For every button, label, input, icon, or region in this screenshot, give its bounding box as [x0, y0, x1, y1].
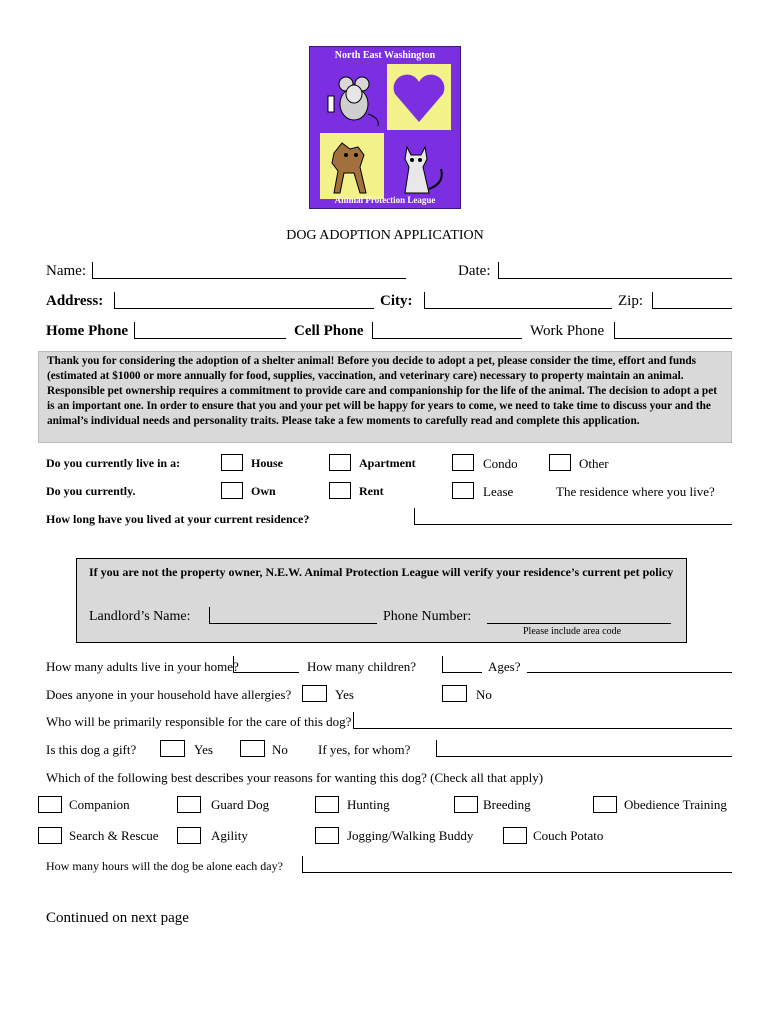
hunting-checkbox[interactable]: [315, 796, 339, 813]
guard-dog-label: Guard Dog: [211, 797, 270, 812]
logo-top-text: North East Washington: [334, 50, 436, 61]
adults-label: How many adults live in your home?: [46, 659, 239, 674]
live-in-label: Do you currently live in a:: [46, 456, 181, 470]
landlord-phone-field[interactable]: [487, 623, 671, 624]
apartment-checkbox[interactable]: [329, 454, 351, 471]
breeding-label: Breeding: [483, 797, 531, 812]
couch-potato-checkbox[interactable]: [503, 827, 527, 844]
zip-field[interactable]: [652, 292, 732, 309]
landlord-name-field[interactable]: [209, 607, 377, 624]
alone-hours-field[interactable]: [302, 856, 732, 873]
landlord-phone-hint: Please include area code: [523, 626, 622, 637]
condo-label: Condo: [483, 456, 518, 471]
date-field[interactable]: [498, 262, 732, 279]
obedience-training-label: Obedience Training: [624, 797, 727, 812]
cat-quadrant: [387, 133, 451, 199]
ages-label: Ages?: [488, 659, 521, 674]
cell-phone-field[interactable]: [372, 322, 522, 339]
gift-yes-label: Yes: [194, 742, 213, 757]
gift-yes-checkbox[interactable]: [160, 740, 185, 757]
city-field[interactable]: [424, 292, 612, 309]
cell-phone-label: Cell Phone: [294, 323, 364, 339]
obedience-training-checkbox[interactable]: [593, 796, 617, 813]
landlord-section: [76, 558, 687, 643]
mouse-icon: [320, 64, 384, 130]
mouse-quadrant: [320, 64, 384, 130]
ages-field[interactable]: [527, 672, 732, 673]
children-field[interactable]: [442, 656, 482, 673]
name-label: Name:: [46, 263, 86, 279]
landlord-notice: If you are not the property owner, N.E.W. Animal Protection League will verify your residence’s current pet policy: [89, 565, 674, 579]
address-label: Address:: [46, 293, 104, 309]
league-logo: [309, 46, 461, 209]
heart-quadrant: [387, 64, 451, 130]
jogging-buddy-label: Jogging/Walking Buddy: [347, 828, 474, 843]
breeding-checkbox[interactable]: [454, 796, 478, 813]
children-label: How many children?: [307, 659, 417, 674]
gift-label: Is this dog a gift?: [46, 742, 137, 757]
allergies-label: Does anyone in your household have allergies?: [46, 687, 292, 702]
intro-notice: Thank you for considering the adoption of a shelter animal! Before you decide to adopt a pet, please consider the time, effort and funds (estimated at $1000 or more annually for food, supplies, vaccination, and veterinary care) necessary to property maintain an animal. Responsible pet ownership requires a commitment to provide care and companionship for the life of the animal. The decision to adopt a pet is an important one. In order to ensure that you and your pet will be happy for years to come, we need to take time to discuss your and the animal’s individual needs and personality traits. Please take a few moments to carefully read and complete this application.: [38, 351, 732, 443]
residence-note: The residence where you live?: [556, 484, 715, 499]
rent-checkbox[interactable]: [329, 482, 351, 499]
agility-label: Agility: [211, 828, 248, 843]
allergies-no-label: No: [476, 687, 492, 702]
name-field[interactable]: [92, 262, 406, 279]
lease-label: Lease: [483, 484, 514, 499]
search-rescue-label: Search & Rescue: [69, 828, 159, 843]
if-yes-label: If yes, for whom?: [318, 742, 411, 757]
zip-label: Zip:: [618, 293, 643, 309]
apartment-label: Apartment: [359, 456, 416, 470]
gift-no-label: No: [272, 742, 288, 757]
condo-checkbox[interactable]: [452, 454, 474, 471]
jogging-buddy-checkbox[interactable]: [315, 827, 339, 844]
hunting-label: Hunting: [347, 797, 390, 812]
allergies-no-checkbox[interactable]: [442, 685, 467, 702]
home-phone-field[interactable]: [134, 322, 286, 339]
allergies-yes-label: Yes: [335, 687, 354, 702]
landlord-phone-label: Phone Number:: [383, 609, 472, 624]
responsible-field[interactable]: [353, 712, 732, 729]
companion-label: Companion: [69, 797, 130, 812]
currently-label: Do you currently.: [46, 484, 136, 498]
heart-icon: [387, 64, 451, 130]
how-long-field[interactable]: [414, 508, 732, 525]
logo-bottom-text: Animal Protection League: [334, 195, 436, 205]
horse-quadrant: [320, 133, 384, 199]
companion-checkbox[interactable]: [38, 796, 62, 813]
own-label: Own: [251, 484, 276, 498]
agility-checkbox[interactable]: [177, 827, 201, 844]
responsible-label: Who will be primarily responsible for the care of this dog?: [46, 714, 352, 729]
lease-checkbox[interactable]: [452, 482, 474, 499]
gift-no-checkbox[interactable]: [240, 740, 265, 757]
cat-icon: [387, 133, 451, 199]
gift-for-whom-field[interactable]: [436, 740, 732, 757]
horse-icon: [320, 133, 384, 199]
other-label: Other: [579, 456, 609, 471]
rent-label: Rent: [359, 484, 384, 498]
work-phone-field[interactable]: [614, 322, 732, 339]
house-checkbox[interactable]: [221, 454, 243, 471]
guard-dog-checkbox[interactable]: [177, 796, 201, 813]
continued-note: Continued on next page: [46, 910, 189, 926]
date-label: Date:: [458, 263, 491, 279]
allergies-yes-checkbox[interactable]: [302, 685, 327, 702]
work-phone-label: Work Phone: [530, 323, 605, 339]
city-label: City:: [380, 293, 413, 309]
alone-hours-label: How many hours will the dog be alone each day?: [46, 859, 283, 873]
couch-potato-label: Couch Potato: [533, 828, 604, 843]
search-rescue-checkbox[interactable]: [38, 827, 62, 844]
landlord-name-label: Landlord’s Name:: [89, 609, 191, 624]
home-phone-label: Home Phone: [46, 323, 129, 339]
house-label: House: [251, 456, 284, 470]
other-checkbox[interactable]: [549, 454, 571, 471]
how-long-label: How long have you lived at your current residence?: [46, 512, 310, 526]
adults-field[interactable]: [233, 656, 299, 673]
reasons-question: Which of the following best describes your reasons for wanting this dog? (Check all that apply): [46, 770, 544, 785]
page-title: DOG ADOPTION APPLICATION: [286, 228, 484, 243]
address-field[interactable]: [114, 292, 374, 309]
own-checkbox[interactable]: [221, 482, 243, 499]
